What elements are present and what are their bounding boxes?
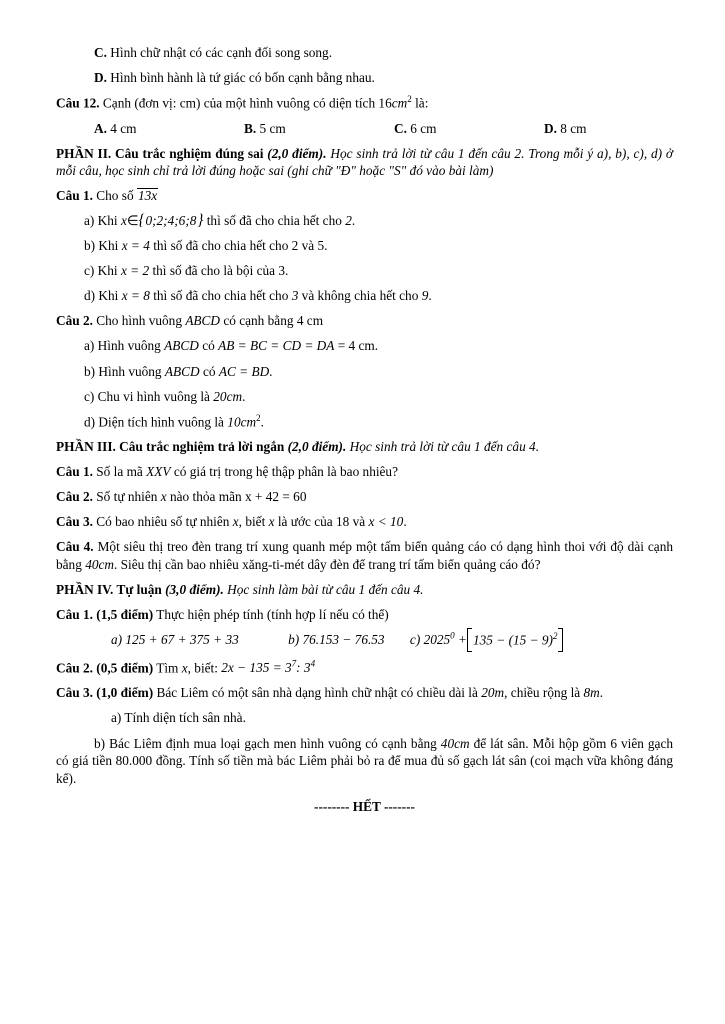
part-3-title: PHẦN III. Câu trắc nghiệm trả lời ngắn: [56, 439, 285, 455]
p3-q3-text3: là ước của 18 và: [277, 514, 366, 530]
p2-q1-label: Câu 1.: [56, 188, 93, 204]
p2-q1-item-a: [56, 212, 673, 230]
p2-q1-d-var: x: [121, 288, 128, 304]
part-3-points: (2,0 điểm).: [287, 439, 347, 455]
p4-question-2: [56, 659, 673, 677]
part-4-title: PHẦN IV. Tự luận: [56, 581, 162, 597]
p2-q2-d-text2: .: [260, 414, 264, 430]
q12-option-d-label: D.: [544, 120, 557, 136]
p2-q2-stem-math: ABCD: [185, 313, 221, 329]
p4-q2-math2: 2x − 135 = 3: [221, 660, 292, 676]
p2-q2-a-math2: AB = BC = CD = DA: [218, 338, 335, 354]
p2-q2-a-text2: có: [202, 338, 215, 354]
p2-q1-c-var: x: [120, 263, 127, 279]
p4-question-3: [56, 684, 673, 702]
p4-q1-b: b) 76.153 − 76.53: [288, 632, 385, 648]
p2-q1-item-b: [56, 237, 673, 255]
question-12-label: Câu 12.: [56, 95, 100, 111]
p4-q1-c-prefix: c) 2025: [409, 632, 451, 648]
p3-question-3: [56, 513, 673, 531]
p2-q1-c-mid: thì số đã cho là bội của 3.: [152, 263, 289, 279]
p4-q2-math3: : 3: [296, 660, 311, 676]
p3-q1-text2: có giá trị trong hệ thập phân là bao nhiêu?: [173, 464, 398, 480]
question-12: [56, 94, 673, 112]
p2-q1-a-tail: .: [351, 213, 356, 229]
p2-q2-d-exp: 2: [256, 412, 261, 423]
q12-option-b-label: B.: [244, 120, 257, 136]
p2-q2-a-text3: = 4 cm.: [337, 338, 379, 354]
p3-question-4: [56, 538, 673, 573]
option-d-label: D.: [94, 70, 107, 86]
p4-q3-math2: 8m: [583, 685, 600, 701]
question-12-options: [56, 120, 673, 138]
p2-q2-b-math1: ABCD: [164, 363, 200, 379]
q12-option-a-label: A.: [94, 120, 107, 136]
question-12-text: Cạnh (đơn vị: cm) của một hình vuông có diện tích 16: [102, 95, 392, 111]
part-3-heading: [56, 438, 673, 456]
p3-q2-label: Câu 2.: [56, 489, 93, 505]
p4-q3-text2: , chiều rộng là: [504, 685, 581, 701]
question-12-unit: cm: [391, 95, 408, 111]
p4-question-1: [56, 606, 673, 624]
part-3-instructions: Học sinh trả lời từ câu 1 đến câu 4.: [349, 439, 540, 455]
p2-q1-d-tail: .: [428, 288, 432, 304]
p2-q1-d-mid2: và không chia hết cho: [301, 288, 419, 304]
p4-q2-exp1: 7: [291, 658, 297, 669]
p3-q1-math: XXV: [146, 464, 171, 480]
p4-q1-text: Thực hiện phép tính (tính hợp lí nếu có thể): [156, 606, 389, 622]
p2-question-2-stem: [56, 312, 673, 330]
option-d-line: [56, 69, 673, 87]
p2-q1-c-prefix: c) Khi: [84, 263, 118, 279]
option-d-text: Hình bình hành là tứ giác có bốn cạnh bằng nhau.: [110, 70, 375, 86]
p2-q2-d-math1: 10cm: [227, 414, 257, 430]
part-4-points: (3,0 điểm).: [165, 581, 224, 597]
p3-q3-math: x: [232, 514, 239, 530]
p3-q3-math3: x < 10: [368, 514, 404, 530]
p2-q1-item-d: [56, 287, 673, 305]
q12-option-a-text: 4 cm: [110, 120, 137, 136]
p3-q1-text1: Số la mã: [96, 464, 143, 480]
p3-q2-text1: Số tự nhiên: [96, 489, 158, 505]
p4-q1-a: a) 125 + 67 + 375 + 33: [111, 632, 239, 648]
p4-q3-text1: Bác Liêm có một sân nhà dạng hình chữ nhật có chiều dài là: [156, 685, 478, 701]
p2-q2-item-c: [56, 388, 673, 406]
p3-q4-math: 40cm: [85, 556, 114, 572]
p3-question-1: [56, 463, 673, 481]
p4-q2-label: Câu 2. (0,5 điểm): [56, 660, 154, 676]
p2-q1-b-prefix: b) Khi: [84, 238, 119, 254]
p2-q2-b-text3: .: [269, 363, 273, 379]
p2-q2-c-text1: c) Chu vi hình vuông là: [84, 388, 210, 404]
p3-q3-math2: x: [268, 514, 275, 530]
question-12-tail: là:: [415, 95, 429, 111]
p2-q1-d-num: 3: [291, 288, 299, 304]
option-c-label: C.: [94, 45, 107, 60]
p2-q1-a-mid: thì số đã cho chia hết cho: [206, 213, 342, 229]
p3-q2-text2: nào thỏa mãn x + 42 = 60: [169, 489, 307, 505]
p4-q3-b-text1: b) Bác Liêm định mua loại gạch men hình vuông có cạnh bằng: [94, 735, 437, 751]
p3-q2-math: x: [160, 489, 167, 505]
p3-question-2: [56, 488, 673, 506]
p2-q2-c-math1: 20cm: [213, 388, 243, 404]
p4-q3-label: Câu 3. (1,0 điểm): [56, 685, 154, 701]
p2-q1-a-var: x: [120, 213, 127, 229]
option-c-text: Hình chữ nhật có các cạnh đối song song.: [110, 45, 333, 60]
p4-q1-c-bracket: [467, 631, 563, 649]
p4-q2-math1: x: [181, 660, 188, 676]
p3-q3-label: Câu 3.: [56, 514, 93, 530]
p4-q2-exp2: 4: [310, 658, 316, 669]
p2-q2-stem-text-2: có cạnh bằng 4 cm: [223, 313, 324, 329]
p2-q2-d-text1: d) Diện tích hình vuông là: [84, 414, 224, 430]
p3-q4-text1: Một siêu thị treo đèn trang trí xung quanh mép một tấm biển quảng cáo có dạng hình thoi với độ dài cạnh bằng: [56, 539, 673, 572]
q12-option-d-text: 8 cm: [560, 120, 587, 136]
option-c-line: [56, 44, 673, 62]
p4-q1-c-plus: +: [458, 632, 467, 648]
p4-q1-c-exp: 0: [450, 630, 455, 641]
p3-q3-text2: , biết: [238, 514, 266, 530]
q12-option-a: [94, 120, 244, 138]
q12-option-d: [544, 120, 586, 138]
p4-q2-text1: Tìm: [156, 660, 179, 676]
p2-q1-d-num2: 9: [421, 288, 429, 304]
p2-q2-item-b: [56, 363, 673, 381]
p2-q2-b-text2: có: [202, 363, 216, 379]
p2-q1-b-var: x: [121, 238, 128, 254]
part-2-points: (2,0 điểm).: [267, 145, 327, 161]
p3-q3-text4: .: [403, 514, 407, 530]
p3-q1-label: Câu 1.: [56, 464, 93, 480]
p2-q2-label: Câu 2.: [56, 313, 93, 329]
part-2-title: PHẦN II. Câu trắc nghiệm đúng sai: [56, 145, 264, 161]
p4-q2-text2: , biết:: [187, 660, 218, 676]
part-2-instructions: Học sinh trả lời từ câu 1 đến câu 2. Trong mỗi ý a), b), c), d) ở mỗi câu, học sinh chỉ trả lời đúng hoặc sai (ghi chữ "Đ" hoặc "S" đó vào bài làm): [56, 145, 674, 179]
p4-q1-subitems: [56, 631, 673, 649]
p2-q1-a-rel: ∈: [126, 213, 139, 229]
p4-q1-c-bracket-text: 135 − (15 − 9): [473, 632, 553, 648]
p2-q2-a-text1: a) Hình vuông: [84, 338, 161, 354]
p2-q1-a-set: { 0;2;4;6;8 }: [138, 212, 203, 230]
p3-q4-text2: . Siêu thị cần bao nhiêu xăng-ti-mét dây đèn để trang trí tấm biển quảng cáo đó?: [114, 556, 541, 572]
question-12-exponent: 2: [407, 94, 412, 105]
p3-q4-label: Câu 4.: [56, 539, 94, 555]
p2-q1-d-rel: = 8: [130, 288, 150, 304]
p4-q1-label: Câu 1. (1,5 điểm): [56, 606, 154, 622]
part-4-heading: [56, 581, 673, 599]
p2-q1-d-mid: thì số đã cho chia hết cho: [153, 288, 289, 304]
p4-q2-equation: [221, 660, 315, 675]
q12-option-c-label: C.: [394, 120, 407, 136]
p2-q1-b-mid: thì số đã cho chia hết cho 2 và 5.: [153, 238, 328, 254]
p4-q3-b-text2: để lát sân. Mỗi hộp gồm 6 viên gạch có giá tiền 80.000 đồng. Tính số tiền mà bác Liêm phải bỏ ra để mua đủ số gạch lát sân (coi mạch vữa không đáng kể).: [56, 735, 673, 786]
q12-option-c: [394, 120, 544, 138]
p2-q1-c-rel: = 2: [130, 263, 150, 279]
p2-q2-item-a: [56, 337, 673, 355]
part-4-instructions: Học sinh làm bài từ câu 1 đến câu 4.: [227, 581, 424, 597]
p2-q2-b-math2: AC = BD: [218, 363, 270, 379]
p2-q1-d-prefix: d) Khi: [84, 288, 119, 304]
part-2-heading: [56, 145, 673, 180]
p2-q2-a-math1: ABCD: [164, 338, 199, 354]
p2-q2-stem-text-1: Cho hình vuông: [96, 313, 182, 329]
p4-q1-c: [410, 632, 563, 647]
p2-q1-item-c: [56, 262, 673, 280]
p2-q1-a-prefix: a) Khi: [84, 213, 118, 229]
p2-q1-stem-math: 13x: [137, 188, 158, 204]
p2-q1-stem-text: Cho số: [96, 188, 134, 204]
p2-question-1-stem: [56, 187, 673, 205]
footer-het: -------- HẾT -------: [314, 799, 415, 815]
p2-q1-a-num: 2: [345, 213, 352, 229]
q12-option-c-text: 6 cm: [410, 120, 437, 136]
p4-q3-item-b: [56, 735, 673, 788]
p2-q2-b-text1: b) Hình vuông: [84, 363, 162, 379]
p4-q1-c-bracket-exp: 2: [553, 630, 558, 641]
q12-option-b: [244, 120, 394, 138]
p4-q3-text3: .: [599, 685, 604, 701]
p2-q2-c-text2: .: [242, 388, 246, 404]
p2-q2-item-d: [56, 413, 673, 431]
p3-q3-text1: Có bao nhiêu số tự nhiên: [96, 514, 230, 530]
q12-option-b-text: 5 cm: [259, 120, 286, 136]
p4-q3-math1: 20m: [481, 685, 505, 701]
p4-q3-a-text: a) Tính diện tích sân nhà.: [111, 710, 246, 726]
p4-q3-item-a: [56, 709, 673, 727]
p2-q1-b-rel: = 4: [130, 238, 150, 254]
p4-q3-b-math: 40cm: [440, 735, 470, 751]
